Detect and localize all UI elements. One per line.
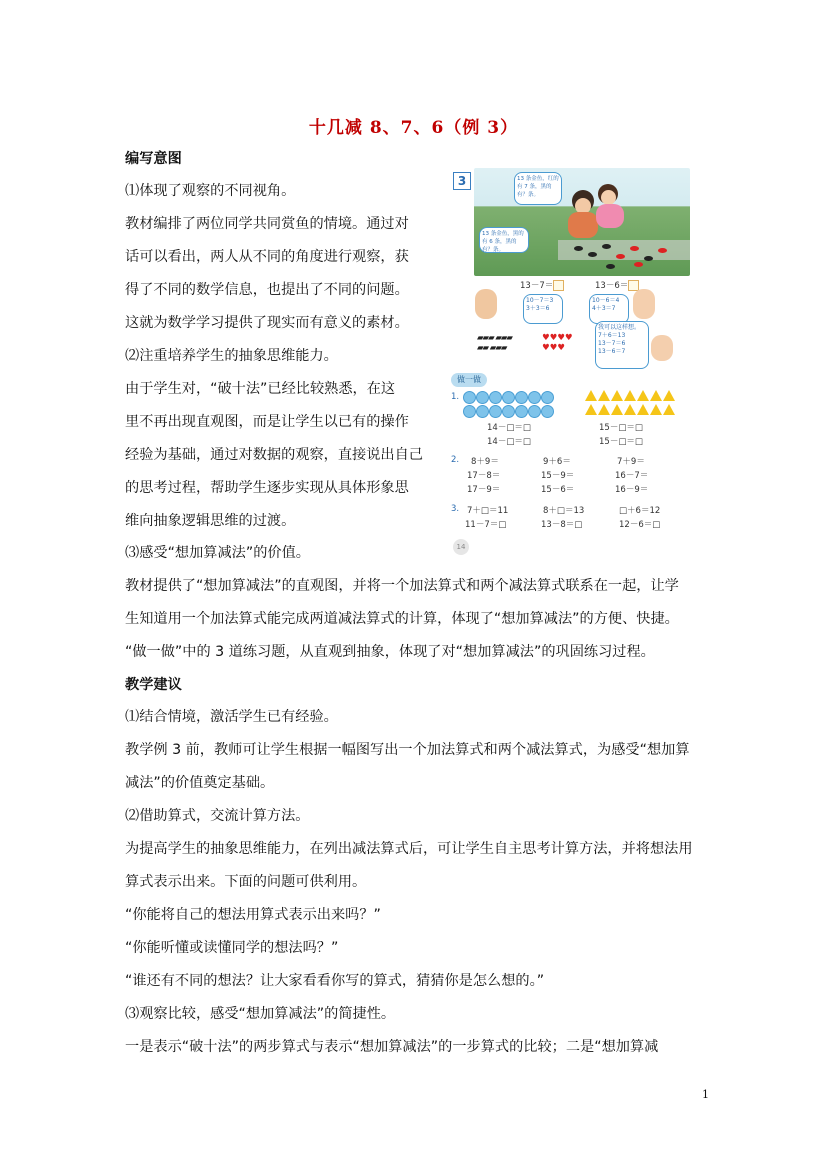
paragraph-line: “你能听懂或读懂同学的想法吗？” bbox=[125, 940, 339, 956]
yellow-triangle bbox=[611, 404, 623, 415]
paragraph-line: 教学例 3 前，教师可让学生根据一幅图写出一个加法算式和两个减法算式，为感受“想加算 bbox=[125, 742, 690, 758]
exercise-3-item: 8＋□＝13 bbox=[543, 506, 585, 516]
angel-avatar bbox=[651, 335, 673, 361]
paragraph-line: ⑶感受“想加算减法”的价值。 bbox=[125, 545, 310, 561]
exercise-1-item: 14－□＝□ bbox=[487, 423, 531, 433]
think-bubble-left: 10－7＝3 3＋3＝6 bbox=[523, 294, 563, 324]
exercise-2-item: 17－8＝ bbox=[467, 471, 501, 481]
goldfish-red bbox=[630, 246, 639, 251]
paragraph-line: 教材编排了两位同学共同赏鱼的情境。通过对 bbox=[125, 216, 409, 232]
paragraph-line: 经验为基础，通过对数据的观察，直接说出自己 bbox=[125, 447, 423, 463]
exercise-2-item: 15－6＝ bbox=[541, 485, 575, 495]
yellow-triangle bbox=[624, 390, 636, 401]
black-fish-group: ▰▰▰ ▰▰▰ ▰▰ ▰▰▰ bbox=[477, 333, 512, 353]
exercise-2-item: 8＋9＝ bbox=[471, 457, 499, 467]
yellow-triangle bbox=[585, 404, 597, 415]
yellow-triangle bbox=[663, 404, 675, 415]
exercise-3-item: 11－7＝□ bbox=[465, 520, 507, 530]
paragraph-line: 为提高学生的抽象思维能力，在列出减法算式后，可让学生自主思考计算方法，并将想法用 bbox=[125, 841, 693, 857]
exercise-2-item: 9＋6＝ bbox=[543, 457, 571, 467]
blue-dot bbox=[502, 391, 515, 404]
paragraph-line: 的思考过程，帮助学生逐步实现从具体形象思 bbox=[125, 480, 409, 496]
exercise-3-item: □＋6＝12 bbox=[619, 506, 661, 516]
girl-avatar bbox=[633, 289, 655, 319]
yellow-triangle bbox=[624, 404, 636, 415]
section-heading-intent: 编写意图 bbox=[125, 151, 182, 167]
exercise-2-item: 16－7＝ bbox=[615, 471, 649, 481]
blue-dot bbox=[541, 391, 554, 404]
paragraph-line: “谁还有不同的想法？让大家看看你写的算式，猜猜你是怎么想的。” bbox=[125, 973, 545, 989]
paragraph-line: 里不再出现直观图，而是让学生以已有的操作 bbox=[125, 414, 409, 430]
blue-dot bbox=[515, 391, 528, 404]
exercise-2-item: 7＋9＝ bbox=[617, 457, 645, 467]
yellow-triangle bbox=[598, 404, 610, 415]
blue-dot bbox=[476, 405, 489, 418]
equation-13-minus-7 bbox=[520, 279, 564, 291]
paragraph-line: ⑴体现了观察的不同视角。 bbox=[125, 183, 296, 199]
exercise-1-item: 15－□＝□ bbox=[599, 423, 643, 433]
yellow-triangle bbox=[650, 390, 662, 401]
section-heading-suggestions: 教学建议 bbox=[125, 677, 182, 693]
paragraph-line: ⑵注重培养学生的抽象思维能力。 bbox=[125, 348, 338, 364]
blue-dot bbox=[489, 405, 502, 418]
blue-dot bbox=[528, 405, 541, 418]
paragraph-line: 这就为数学学习提供了现实而有意义的素材。 bbox=[125, 315, 409, 331]
page-number: 1 bbox=[702, 1088, 709, 1101]
goldfish-black bbox=[574, 246, 583, 251]
paragraph-line: ⑴结合情境，激活学生已有经验。 bbox=[125, 709, 338, 725]
think-bubble-right: 10－6＝4 4＋3＝7 bbox=[589, 294, 629, 324]
paragraph-line: 减法”的价值奠定基础。 bbox=[125, 775, 275, 791]
blue-dot bbox=[515, 405, 528, 418]
paragraph-line: 生知道用一个加法算式能完成两道减法算式的计算，体现了“想加算减法”的方便、快捷。 bbox=[125, 611, 679, 627]
blue-dot bbox=[541, 405, 554, 418]
goldfish-black bbox=[606, 264, 615, 269]
speech-bubble-boy: 13 条金鱼，黑的有 6 条，黑的有？条。 bbox=[479, 227, 529, 253]
paragraph-line: ⑵借助算式，交流计算方法。 bbox=[125, 808, 310, 824]
paragraph-line: 得了不同的数学信息，也提出了不同的问题。 bbox=[125, 282, 409, 298]
blue-dot bbox=[476, 391, 489, 404]
boy-body bbox=[568, 212, 598, 238]
paragraph-line: “你能将自己的想法用算式表示出来吗？” bbox=[125, 907, 381, 923]
exercise-3-number: 3. bbox=[451, 504, 460, 514]
goldfish-red bbox=[634, 262, 643, 267]
boy-avatar bbox=[475, 289, 497, 319]
yellow-triangle bbox=[637, 404, 649, 415]
document-title: 十几减 8、7、6（例 3） bbox=[308, 118, 519, 138]
equation-text: 13－7＝ bbox=[520, 281, 554, 291]
exercise-2-item: 17－9＝ bbox=[467, 485, 501, 495]
exercise-2-number: 2. bbox=[451, 455, 460, 465]
exercise-1-item: 14－□＝□ bbox=[487, 437, 531, 447]
yellow-triangle bbox=[663, 390, 675, 401]
speech-bubble-girl: 13 条金鱼，红的有 7 条，黑的有？条。 bbox=[514, 172, 562, 205]
goldfish-scene bbox=[474, 168, 690, 276]
goldfish-red bbox=[658, 248, 667, 253]
exercise-1-number: 1. bbox=[451, 392, 460, 402]
girl-face bbox=[601, 190, 616, 205]
red-fish-group: ♥♥♥♥ ♥♥♥ bbox=[542, 333, 573, 353]
exercise-3-item: 7＋□＝11 bbox=[467, 506, 509, 516]
paragraph-line: 一是表示“破十法”的两步算式与表示“想加算减法”的一步算式的比较；二是“想加算减 bbox=[125, 1039, 659, 1055]
exercise-2-item: 15－9＝ bbox=[541, 471, 575, 481]
yellow-triangle bbox=[598, 390, 610, 401]
girl-body bbox=[596, 204, 624, 228]
equation-text: 13－6＝ bbox=[595, 281, 629, 291]
yellow-triangle bbox=[637, 390, 649, 401]
practice-badge: 做一做 bbox=[451, 373, 487, 387]
blue-dot bbox=[502, 405, 515, 418]
paragraph-line: 教材提供了“想加算减法”的直观图，并将一个加法算式和两个减法算式联系在一起，让学 bbox=[125, 578, 679, 594]
paragraph-line: 由于学生对，“破十法”已经比较熟悉，在这 bbox=[125, 381, 396, 397]
blue-dot bbox=[463, 405, 476, 418]
think-bubble-strategy: 我可以这样想。 7＋6＝13 13－7＝6 13－6＝7 bbox=[595, 321, 649, 369]
goldfish-black bbox=[602, 244, 611, 249]
textbook-page-badge: 14 bbox=[453, 539, 469, 555]
yellow-triangle bbox=[611, 390, 623, 401]
yellow-triangle bbox=[650, 404, 662, 415]
goldfish-red bbox=[616, 254, 625, 259]
paragraph-line: 话可以看出，两人从不同的角度进行观察，获 bbox=[125, 249, 409, 265]
paragraph-line: 维向抽象逻辑思维的过渡。 bbox=[125, 513, 296, 529]
paragraph-line: “做一做”中的 3 道练习题，从直观到抽象，体现了对“想加算减法”的巩固练习过程。 bbox=[125, 644, 655, 660]
blue-dot bbox=[489, 391, 502, 404]
yellow-triangle bbox=[585, 390, 597, 401]
paragraph-line: 算式表示出来。下面的问题可供利用。 bbox=[125, 874, 367, 890]
exercise-2-item: 16－9＝ bbox=[615, 485, 649, 495]
exercise-1-item: 15－□＝□ bbox=[599, 437, 643, 447]
goldfish-black bbox=[644, 256, 653, 261]
goldfish-black bbox=[588, 252, 597, 257]
textbook-illustration bbox=[447, 165, 692, 560]
example-number-badge: 3 bbox=[453, 172, 471, 190]
blue-dot bbox=[463, 391, 476, 404]
answer-box bbox=[553, 280, 564, 291]
blue-dot bbox=[528, 391, 541, 404]
exercise-3-item: 13－8＝□ bbox=[541, 520, 583, 530]
equation-13-minus-6 bbox=[595, 279, 639, 291]
paragraph-line: ⑶观察比较，感受“想加算减法”的简捷性。 bbox=[125, 1006, 396, 1022]
exercise-3-item: 12－6＝□ bbox=[619, 520, 661, 530]
